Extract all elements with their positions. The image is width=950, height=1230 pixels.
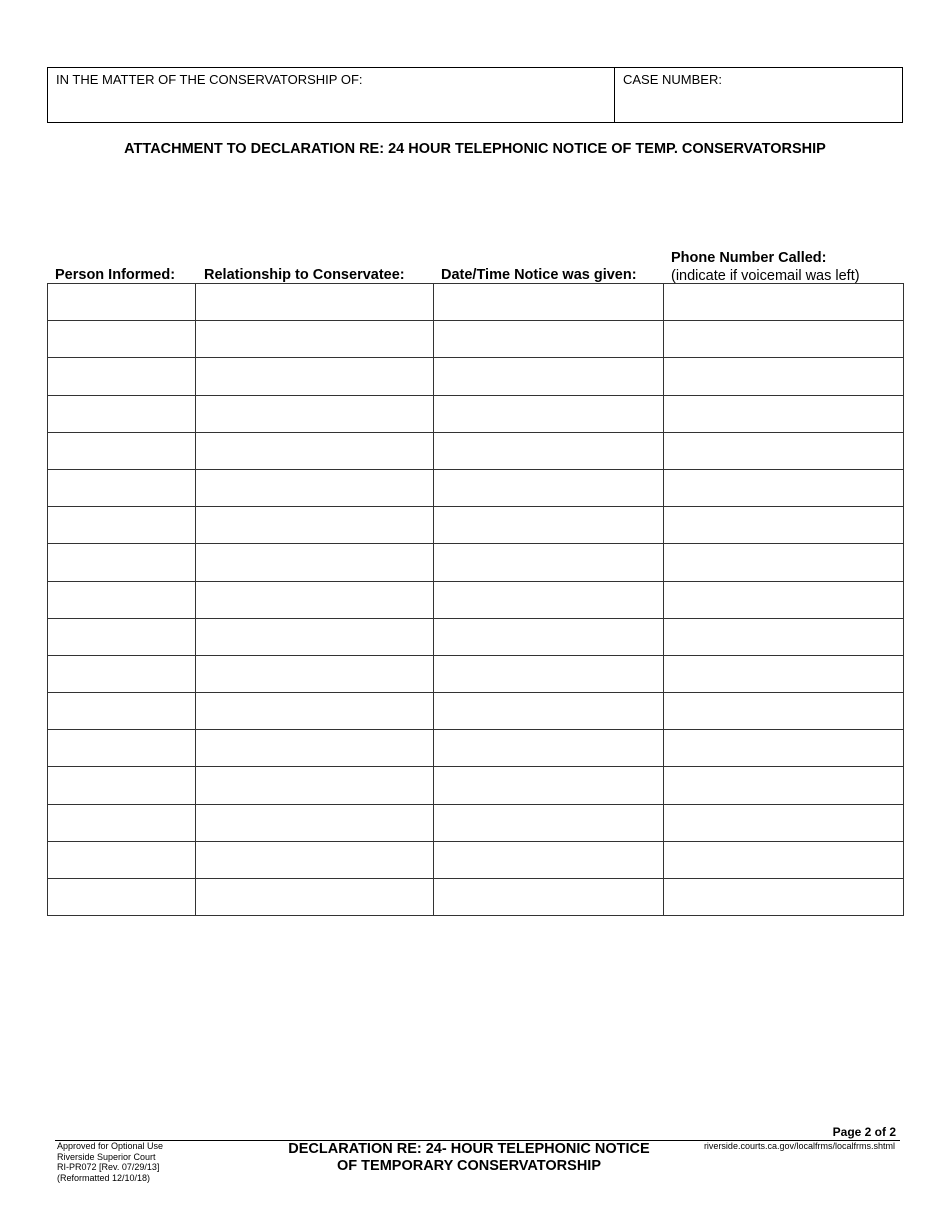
cell-phone-number[interactable] xyxy=(664,655,904,692)
cell-phone-number[interactable] xyxy=(664,284,904,321)
page-number: Page 2 of 2 xyxy=(832,1125,896,1139)
cell-person-informed[interactable] xyxy=(48,693,196,730)
cell-phone-number[interactable] xyxy=(664,395,904,432)
cell-person-informed[interactable] xyxy=(48,469,196,506)
cell-date-time[interactable] xyxy=(434,655,664,692)
cell-phone-number[interactable] xyxy=(664,321,904,358)
table-row xyxy=(48,841,904,878)
cell-phone-number[interactable] xyxy=(664,469,904,506)
cell-relationship[interactable] xyxy=(196,581,434,618)
header-phone-note: (indicate if voicemail was left) xyxy=(671,268,860,284)
cell-date-time[interactable] xyxy=(434,618,664,655)
table-row xyxy=(48,730,904,767)
table-row xyxy=(48,618,904,655)
cell-relationship[interactable] xyxy=(196,544,434,581)
cell-person-informed[interactable] xyxy=(48,284,196,321)
cell-phone-number[interactable] xyxy=(664,693,904,730)
cell-relationship[interactable] xyxy=(196,618,434,655)
cell-relationship[interactable] xyxy=(196,395,434,432)
cell-date-time[interactable] xyxy=(434,507,664,544)
cell-person-informed[interactable] xyxy=(48,321,196,358)
footer-title-line2: OF TEMPORARY CONSERVATORSHIP xyxy=(337,1158,601,1174)
footer-reformatted: (Reformatted 12/10/18) xyxy=(57,1172,151,1183)
cell-relationship[interactable] xyxy=(196,469,434,506)
footer-form-id: RI-PR072 [Rev. 07/29/13] xyxy=(57,1162,160,1172)
table-row xyxy=(48,693,904,730)
cell-relationship[interactable] xyxy=(196,358,434,395)
cell-relationship[interactable] xyxy=(196,432,434,469)
cell-phone-number[interactable] xyxy=(664,507,904,544)
footer-url: riverside.courts.ca.gov/localfrms/localfrms.shtml xyxy=(703,1141,895,1151)
footer-approved: Approved for Optional Use xyxy=(57,1141,164,1151)
cell-person-informed[interactable] xyxy=(48,655,196,692)
cell-relationship[interactable] xyxy=(196,507,434,544)
cell-person-informed[interactable] xyxy=(48,432,196,469)
cell-date-time[interactable] xyxy=(434,544,664,581)
footer-title-line1: DECLARATION RE: 24- HOUR TELEPHONIC NOTICE xyxy=(288,1141,650,1157)
cell-person-informed[interactable] xyxy=(48,507,196,544)
cell-person-informed[interactable] xyxy=(48,544,196,581)
table-row xyxy=(48,358,904,395)
footer-court: Riverside Superior Court xyxy=(57,1151,156,1162)
cell-phone-number[interactable] xyxy=(664,879,904,916)
case-number-field[interactable] xyxy=(615,68,902,122)
cell-relationship[interactable] xyxy=(196,841,434,878)
cell-phone-number[interactable] xyxy=(664,358,904,395)
cell-relationship[interactable] xyxy=(196,804,434,841)
cell-relationship[interactable] xyxy=(196,321,434,358)
cell-relationship[interactable] xyxy=(196,767,434,804)
cell-date-time[interactable] xyxy=(434,432,664,469)
table-row xyxy=(48,767,904,804)
cell-date-time[interactable] xyxy=(434,730,664,767)
cell-phone-number[interactable] xyxy=(664,544,904,581)
footer-form-info xyxy=(57,1141,163,1183)
table-row xyxy=(48,507,904,544)
header-phone-number xyxy=(671,250,860,284)
cell-person-informed[interactable] xyxy=(48,841,196,878)
cell-date-time[interactable] xyxy=(434,469,664,506)
cell-date-time[interactable] xyxy=(434,358,664,395)
cell-person-informed[interactable] xyxy=(48,730,196,767)
case-caption-box xyxy=(47,67,903,123)
cell-date-time[interactable] xyxy=(434,321,664,358)
cell-date-time[interactable] xyxy=(434,841,664,878)
table-row xyxy=(48,544,904,581)
cell-person-informed[interactable] xyxy=(48,358,196,395)
notice-log-table xyxy=(47,283,904,916)
cell-person-informed[interactable] xyxy=(48,395,196,432)
cell-person-informed[interactable] xyxy=(48,767,196,804)
conservatorship-of-field[interactable] xyxy=(48,68,615,122)
cell-relationship[interactable] xyxy=(196,730,434,767)
header-phone-label: Phone Number Called: xyxy=(671,250,827,266)
cell-date-time[interactable] xyxy=(434,581,664,618)
cell-date-time[interactable] xyxy=(434,395,664,432)
cell-phone-number[interactable] xyxy=(664,581,904,618)
cell-date-time[interactable] xyxy=(434,804,664,841)
table-row xyxy=(48,284,904,321)
conservatorship-of-label: IN THE MATTER OF THE CONSERVATORSHIP OF: xyxy=(56,72,363,87)
cell-phone-number[interactable] xyxy=(664,432,904,469)
cell-date-time[interactable] xyxy=(434,879,664,916)
footer-form-title xyxy=(255,1141,683,1175)
case-number-label: CASE NUMBER: xyxy=(623,72,722,87)
cell-date-time[interactable] xyxy=(434,767,664,804)
table-header xyxy=(47,244,903,284)
table-row xyxy=(48,581,904,618)
form-title: ATTACHMENT TO DECLARATION RE: 24 HOUR TELEPHONIC NOTICE OF TEMP. CONSERVATORSHIP xyxy=(124,141,826,157)
header-date-time: Date/Time Notice was given: xyxy=(441,267,637,283)
header-person-informed: Person Informed: xyxy=(55,267,176,283)
cell-person-informed[interactable] xyxy=(48,581,196,618)
cell-person-informed[interactable] xyxy=(48,879,196,916)
cell-date-time[interactable] xyxy=(434,284,664,321)
cell-relationship[interactable] xyxy=(196,693,434,730)
table-row xyxy=(48,321,904,358)
table-row xyxy=(48,395,904,432)
cell-relationship[interactable] xyxy=(196,284,434,321)
cell-phone-number[interactable] xyxy=(664,730,904,767)
table-row xyxy=(48,804,904,841)
cell-phone-number[interactable] xyxy=(664,767,904,804)
cell-relationship[interactable] xyxy=(196,879,434,916)
cell-date-time[interactable] xyxy=(434,693,664,730)
cell-phone-number[interactable] xyxy=(664,618,904,655)
cell-phone-number[interactable] xyxy=(664,804,904,841)
cell-person-informed[interactable] xyxy=(48,804,196,841)
cell-phone-number[interactable] xyxy=(664,841,904,878)
cell-person-informed[interactable] xyxy=(48,618,196,655)
header-relationship: Relationship to Conservatee: xyxy=(204,267,405,283)
table-row xyxy=(48,879,904,916)
table-row xyxy=(48,432,904,469)
cell-relationship[interactable] xyxy=(196,655,434,692)
table-row xyxy=(48,469,904,506)
table-row xyxy=(48,655,904,692)
